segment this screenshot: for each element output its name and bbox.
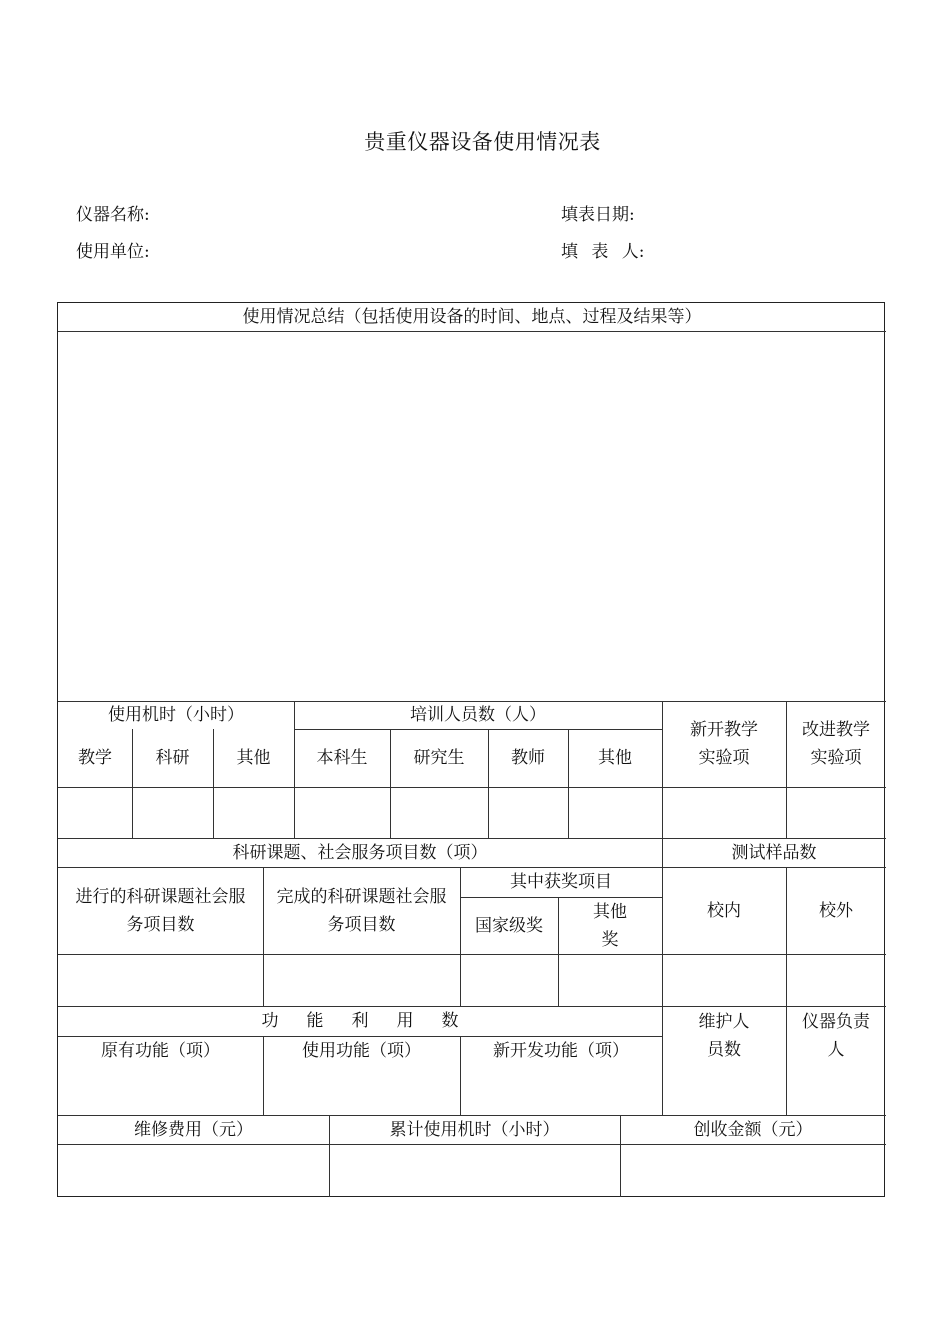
awards-national-value[interactable] [460,954,558,1006]
improved-experiments-value[interactable] [786,787,886,838]
projects-header: 科研课题、社会服务项目数（项） [232,842,488,863]
samples-header: 测试样品数 [731,842,817,863]
functions-used-value[interactable] [263,1065,460,1115]
usage-teaching-value[interactable] [58,787,132,838]
new-experiments-value[interactable] [662,787,786,838]
fill-date-label: 填表日期: [561,205,635,225]
instrument-name-field[interactable] [76,200,156,225]
projects-ongoing-value[interactable] [58,954,263,1006]
income-value[interactable] [620,1144,886,1196]
training-undergrad-label: 本科生 [316,748,368,768]
functions-used-label: 使用功能（项） [302,1040,421,1061]
page-title: 贵重仪器设备使用情况表 [364,130,601,154]
samples-external-value[interactable] [786,954,886,1006]
maintenance-staff-value[interactable] [662,1065,786,1115]
usage-research-value[interactable] [132,787,213,838]
usage-other-label: 其他 [236,748,271,768]
instrument-owner-value[interactable] [786,1065,886,1115]
training-other-value[interactable] [568,787,662,838]
summary-header: 使用情况总结（包括使用设备的时间、地点、过程及结果等） [242,307,702,327]
cumulative-hours-label: 累计使用机时（小时） [389,1119,560,1140]
fill-date-field[interactable] [561,200,641,225]
filler-field[interactable] [561,237,651,262]
instrument-owner-label: 仪器负责人 [802,1011,870,1060]
awards-header: 其中获奖项目 [510,872,612,892]
maintenance-staff-label: 维护人员数 [698,1011,750,1060]
samples-external-label: 校外 [819,900,853,921]
usage-other-value[interactable] [213,787,294,838]
new-experiments-label: 新开教学实验项 [690,720,758,768]
samples-internal-label: 校内 [707,900,741,921]
cumulative-hours-value[interactable] [329,1144,620,1196]
functions-new-label: 新开发功能（项） [493,1040,629,1061]
awards-other-value[interactable] [558,954,662,1006]
summary-content[interactable] [58,331,886,701]
projects-ongoing-label: 进行的科研课题社会服务项目数 [75,886,246,935]
instrument-name-label: 仪器名称: [76,205,150,225]
training-grad-label: 研究生 [413,748,465,768]
projects-completed-value[interactable] [263,954,460,1006]
awards-national-label: 国家级奖 [475,915,543,936]
training-header: 培训人员数（人） [410,705,546,725]
usage-form-table [57,302,885,1197]
improved-experiments-label: 改进教学实验项 [802,720,870,768]
functions-new-value[interactable] [460,1065,662,1115]
training-undergrad-value[interactable] [294,787,390,838]
projects-completed-label: 完成的科研课题社会服务项目数 [276,886,447,935]
awards-other-label: 其他奖 [593,901,627,950]
samples-internal-value[interactable] [662,954,786,1006]
unit-label: 使用单位: [76,242,150,262]
functions-header: 功能利用数 [261,1011,487,1031]
unit-field[interactable] [76,237,156,262]
usage-hours-header: 使用机时（小时） [108,705,244,725]
training-grad-value[interactable] [390,787,488,838]
repair-cost-label: 维修费用（元） [134,1119,253,1140]
training-teacher-value[interactable] [488,787,568,838]
usage-research-label: 科研 [155,748,190,768]
filler-label: 填 表 人: [561,242,645,262]
training-other-label: 其他 [598,748,632,768]
repair-cost-value[interactable] [58,1144,329,1196]
usage-teaching-label: 教学 [78,748,112,768]
functions-original-value[interactable] [58,1065,263,1115]
income-label: 创收金额（元） [693,1119,813,1140]
functions-original-label: 原有功能（项） [101,1040,220,1061]
training-teacher-label: 教师 [511,748,545,768]
